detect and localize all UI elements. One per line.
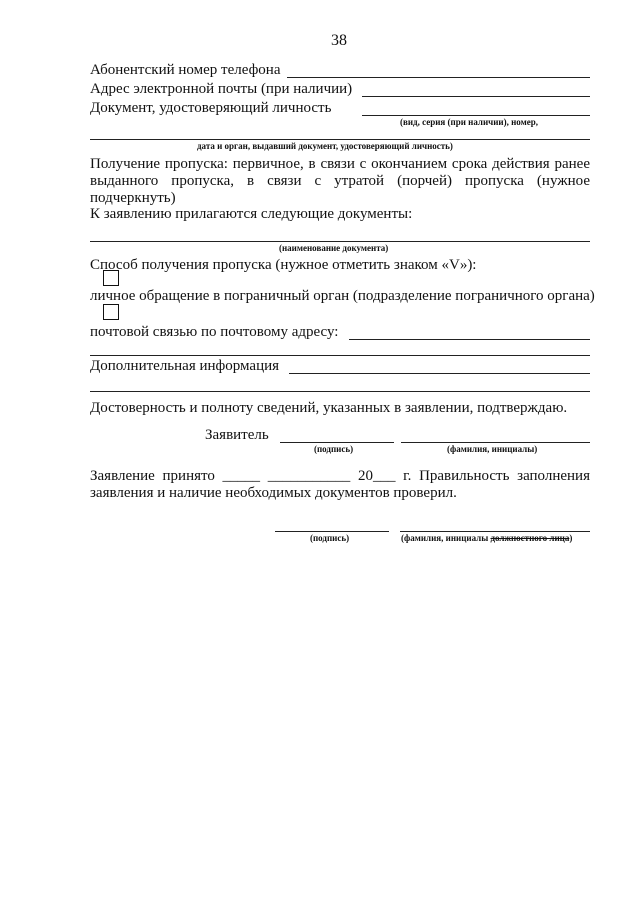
doc-field-2[interactable] (90, 139, 590, 140)
official-name-close: ) (569, 533, 573, 543)
email-field[interactable] (362, 96, 590, 97)
pass-text-2: выданного пропуска, в связи с утратой (порчей) пропуска (нужное (90, 173, 590, 189)
official-sign-hint: (подпись) (310, 533, 350, 543)
email-label: Адрес электронной почты (при наличии) (90, 81, 353, 97)
applicant-label: Заявитель (205, 427, 269, 443)
doc-hint-1: (вид, серия (при наличии), номер, (400, 117, 538, 127)
phone-label: Абонентский номер телефона (90, 62, 281, 78)
confirm-text: Достоверность и полноту сведений, указанных в заявлении, подтверждаю. (90, 400, 568, 416)
post-address-field[interactable] (349, 339, 590, 340)
extra-field[interactable] (289, 373, 590, 374)
official-signature-field[interactable] (275, 531, 389, 532)
applicant-sign-hint: (подпись) (314, 444, 354, 454)
method-label: Способ получения пропуска (нужное отметить знаком «V»): (90, 257, 477, 273)
pass-text-1: Получение пропуска: первичное, в связи с окончанием срока действия ранее (90, 156, 590, 172)
checkbox-post[interactable] (103, 304, 119, 320)
official-name-hint-text: (фамилия, инициалы (401, 533, 491, 543)
official-name-strike: должностного лица (490, 533, 570, 543)
accepted-text-2: заявления и наличие необходимых документов проверил. (90, 485, 457, 501)
applicant-name-field[interactable] (401, 442, 590, 443)
official-name-hint (401, 533, 572, 544)
accepted-text-1: Заявление принято _____ ___________ 20___ г. Правильность заполнения (90, 468, 590, 484)
page-number: 38 (331, 32, 347, 49)
applicant-signature-field[interactable] (280, 442, 394, 443)
checkbox-personal[interactable] (103, 270, 119, 286)
doc-label: Документ, удостоверяющий личность (90, 100, 332, 116)
applicant-name-hint: (фамилия, инициалы) (447, 444, 538, 454)
phone-field[interactable] (287, 77, 590, 78)
official-name-field[interactable] (400, 531, 590, 532)
extra-label: Дополнительная информация (90, 358, 280, 374)
doc-hint-2: дата и орган, выдавший документ, удостоверяющий личность) (197, 141, 453, 151)
attached-field[interactable] (90, 241, 590, 242)
attached-hint: (наименование документа) (279, 243, 389, 253)
doc-field[interactable] (362, 115, 590, 116)
extra-field-2[interactable] (90, 391, 590, 392)
post-address-field-2[interactable] (90, 355, 590, 356)
option-post: почтовой связью по почтовому адресу: (90, 324, 339, 340)
pass-text-3: подчеркнуть) (90, 190, 176, 206)
option-personal: личное обращение в пограничный орган (подразделение пограничного органа) (90, 288, 595, 304)
attached-label: К заявлению прилагаются следующие документы: (90, 206, 413, 222)
